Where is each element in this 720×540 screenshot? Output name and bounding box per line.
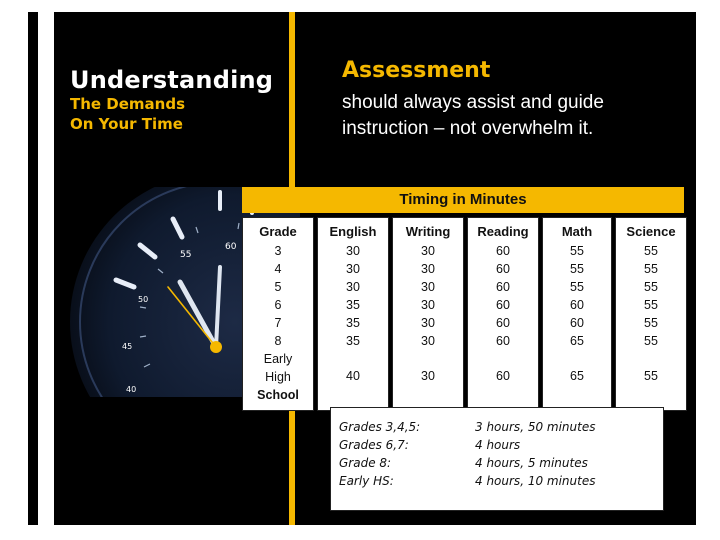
summary-label: Early HS:: [339, 474, 394, 488]
title-sub-line2: On Your Time: [70, 115, 183, 133]
table-cell: Early: [263, 352, 293, 366]
clock-label-45: 45: [122, 342, 133, 351]
clock-label-40: 40: [126, 385, 137, 394]
timing-header: Timing in Minutes: [242, 187, 684, 213]
summary-row: [339, 454, 659, 472]
column-header: Grade: [259, 224, 297, 239]
table-cell: 60: [496, 334, 510, 348]
table-cell: 5: [274, 280, 282, 294]
column-header: Reading: [477, 224, 529, 239]
table-cell: 3: [274, 244, 282, 258]
slide: [28, 12, 696, 525]
table-cell: 30: [421, 262, 435, 276]
table-cell: 30: [421, 316, 435, 330]
table-cell: High: [265, 370, 291, 384]
table-cell: 65: [570, 369, 584, 383]
column-header: Math: [561, 224, 593, 239]
summary-value: 4 hours: [475, 438, 521, 452]
table-cell: 30: [421, 244, 435, 258]
table-cell: 55: [644, 369, 658, 383]
left-white-stripe: [38, 12, 54, 525]
column-header: Writing: [405, 224, 451, 239]
column-english: [317, 217, 389, 411]
table-cell: 65: [570, 334, 584, 348]
table-cell: 4: [274, 262, 282, 276]
table-cell: 55: [644, 262, 658, 276]
table-cell: 60: [570, 316, 584, 330]
summary-label: Grades 3,4,5:: [339, 420, 421, 434]
summary-box: [330, 407, 664, 511]
table-cell: 60: [570, 298, 584, 312]
table-cell: 55: [570, 244, 584, 258]
table-cell: 60: [496, 298, 510, 312]
table-cell: 30: [346, 280, 360, 294]
column-header: English: [329, 224, 377, 239]
summary-row: [339, 472, 659, 490]
table-cell: 35: [346, 298, 360, 312]
summary-value: 4 hours, 10 minutes: [475, 474, 596, 488]
table-cell: 55: [644, 280, 658, 294]
table-cell: 6: [274, 298, 282, 312]
column-writing: [392, 217, 464, 411]
table-cell: 55: [570, 280, 584, 294]
clock-label-50: 50: [138, 295, 149, 304]
table-cell: 30: [421, 280, 435, 294]
table-cell: 35: [346, 334, 360, 348]
table-cell: 55: [644, 298, 658, 312]
column-science: [615, 217, 687, 411]
table-cell: 60: [496, 244, 510, 258]
table-cell: 55: [570, 262, 584, 276]
column-header: Science: [626, 224, 676, 239]
summary-label: Grades 6,7:: [339, 438, 409, 452]
table-cell: 30: [421, 298, 435, 312]
summary-value: 4 hours, 5 minutes: [475, 456, 588, 470]
table-cell: 40: [346, 369, 360, 383]
table-cell: 55: [644, 334, 658, 348]
table-cell: 55: [644, 244, 658, 258]
summary-value: 3 hours, 50 minutes: [475, 420, 596, 434]
table-cell: 30: [421, 334, 435, 348]
table-cell: 30: [346, 262, 360, 276]
column-reading: [467, 217, 539, 411]
table-cell: 30: [346, 244, 360, 258]
column-grade: [242, 217, 314, 411]
headline-text: should always assist and guide instruction – not overwhelm it.: [342, 92, 604, 139]
table-cell: 35: [346, 316, 360, 330]
summary-row: [339, 436, 659, 454]
table-cell: 7: [274, 316, 282, 330]
title-sub-line1: The Demands: [70, 95, 186, 113]
headline-accent: Assessment: [342, 58, 491, 83]
clock-label-60: 60: [225, 242, 237, 252]
title-main: Understanding: [70, 66, 274, 94]
clock-label-55: 55: [180, 250, 192, 260]
title-sub: [70, 94, 185, 134]
table-cell: 60: [496, 316, 510, 330]
table-cell: 30: [421, 369, 435, 383]
table-cell: 60: [496, 369, 510, 383]
table-cell: 55: [644, 316, 658, 330]
table-cell: School: [257, 388, 299, 402]
table-cell: 8: [274, 334, 282, 348]
table-cell: 60: [496, 262, 510, 276]
table-cell: 60: [496, 280, 510, 294]
column-math: [542, 217, 612, 411]
summary-row: [339, 418, 659, 436]
summary-label: Grade 8:: [339, 456, 392, 470]
